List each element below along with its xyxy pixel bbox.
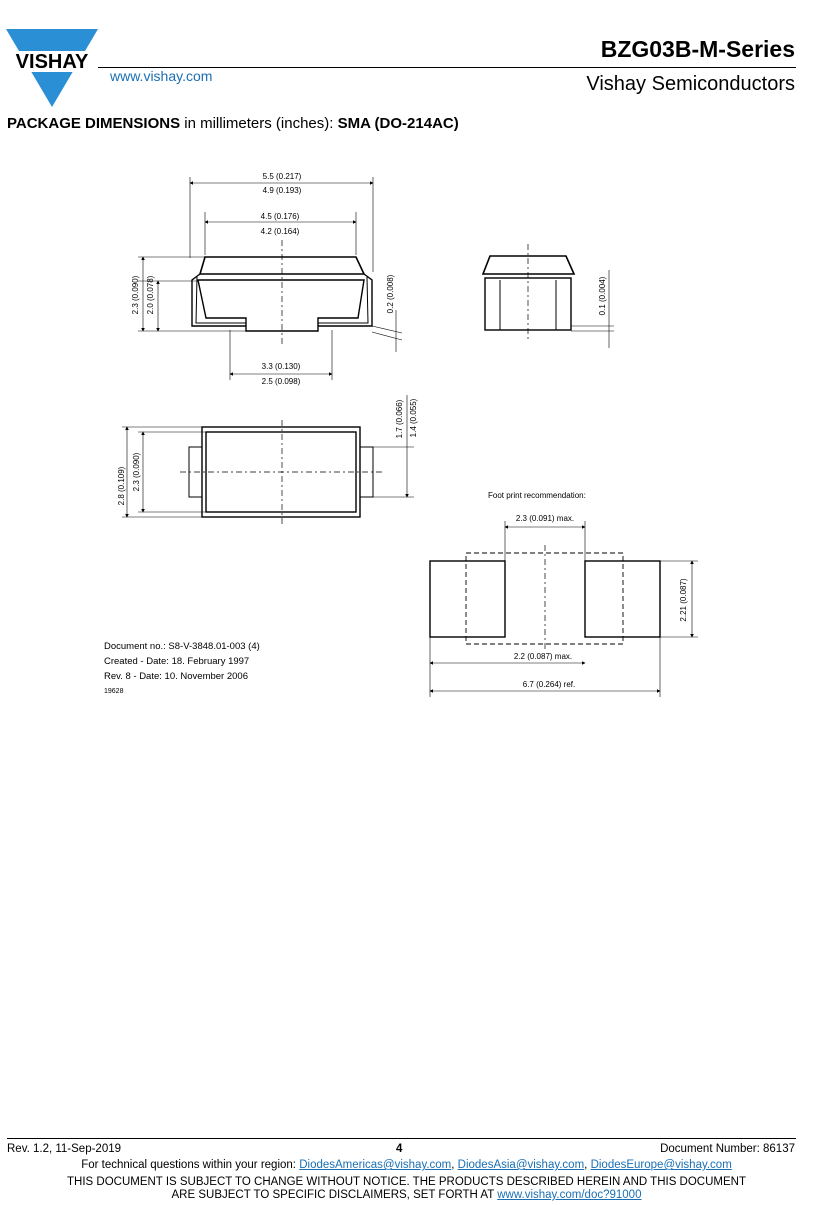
dim-fp-gap: 2.2 (0.087) max. — [513, 652, 573, 661]
dim-fp-pad-height: 2.21 (0.087) — [679, 578, 688, 622]
dim-pad-gap: 3.3 (0.130) — [261, 362, 301, 371]
dim-bottom-width-min: 2.3 (0.090) — [132, 452, 141, 492]
disclaimer-line-2 — [0, 1189, 813, 1201]
logo-text: VISHAY — [15, 51, 89, 73]
dim-overall-width-min: 4.9 (0.193) — [262, 186, 302, 195]
dim-lead-length-min: 1.4 (0.055) — [409, 398, 418, 438]
email-asia-link[interactable]: DiodesAsia@vishay.com — [457, 1159, 585, 1171]
dim-pad-gap-min: 2.5 (0.098) — [261, 377, 301, 386]
dim-body-width-min: 4.2 (0.164) — [260, 227, 300, 236]
dim-lead-length: 1.7 (0.066) — [395, 399, 404, 439]
doc-number: Document no.: S8-V-3848.01-003 (4) — [104, 641, 260, 652]
heading-bold: PACKAGE DIMENSIONS — [7, 115, 181, 132]
doc-revision: Rev. 8 - Date: 10. November 2006 — [104, 671, 248, 682]
page-number: 4 — [396, 1143, 403, 1155]
separator: , — [584, 1159, 591, 1171]
bottom-view — [122, 395, 414, 525]
series-title: BZG03B-M-Series — [600, 36, 795, 62]
dim-height: 2.3 (0.090) — [131, 275, 140, 315]
disclaimer-line-1: THIS DOCUMENT IS SUBJECT TO CHANGE WITHOUT NOTICE. THE PRODUCTS DESCRIBED HEREIN AND THIS DOCUMENT — [67, 1176, 746, 1188]
dim-bottom-width: 2.8 (0.109) — [117, 466, 126, 506]
dim-fp-overall: 6.7 (0.264) ref. — [522, 680, 576, 689]
dim-lead-thickness: 0.2 (0.008) — [386, 274, 395, 314]
disclaimer-link[interactable]: www.vishay.com/doc?91000 — [497, 1189, 642, 1201]
disclaimer-text: ARE SUBJECT TO SPECIFIC DISCLAIMERS, SET FORTH AT — [171, 1189, 498, 1201]
email-europe-link[interactable]: DiodesEurope@vishay.com — [590, 1159, 732, 1171]
footprint-title: Foot print recommendation: — [488, 491, 586, 500]
dim-height-min: 2.0 (0.078) — [146, 275, 155, 315]
side-view — [483, 244, 614, 348]
footer-revision: Rev. 1.2, 11-Sep-2019 — [7, 1143, 122, 1155]
footer-rule — [7, 1138, 796, 1139]
separator: , — [451, 1159, 458, 1171]
heading-units: in millimeters (inches): — [180, 115, 338, 132]
email-americas-link[interactable]: DiodesAmericas@vishay.com — [299, 1159, 452, 1171]
tech-questions-text: For technical questions within your region: — [81, 1159, 300, 1171]
company-name: Vishay Semiconductors — [586, 73, 795, 95]
footer-tech-questions — [0, 1159, 813, 1171]
heading-package: SMA (DO-214AC) — [337, 115, 459, 132]
footprint-view — [430, 521, 698, 697]
dim-body-width: 4.5 (0.176) — [260, 212, 300, 221]
footer-document-number: Document Number: 86137 — [660, 1143, 795, 1155]
dim-fp-pad-width: 2.3 (0.091) max. — [515, 514, 575, 523]
website-link[interactable]: www.vishay.com — [110, 68, 213, 84]
drawing-id: 19628 — [104, 688, 124, 695]
front-view — [138, 177, 402, 380]
dim-overall-width: 5.5 (0.217) — [262, 172, 302, 181]
doc-created: Created - Date: 18. February 1997 — [104, 656, 250, 667]
dim-standoff: 0.1 (0.004) — [598, 276, 607, 316]
